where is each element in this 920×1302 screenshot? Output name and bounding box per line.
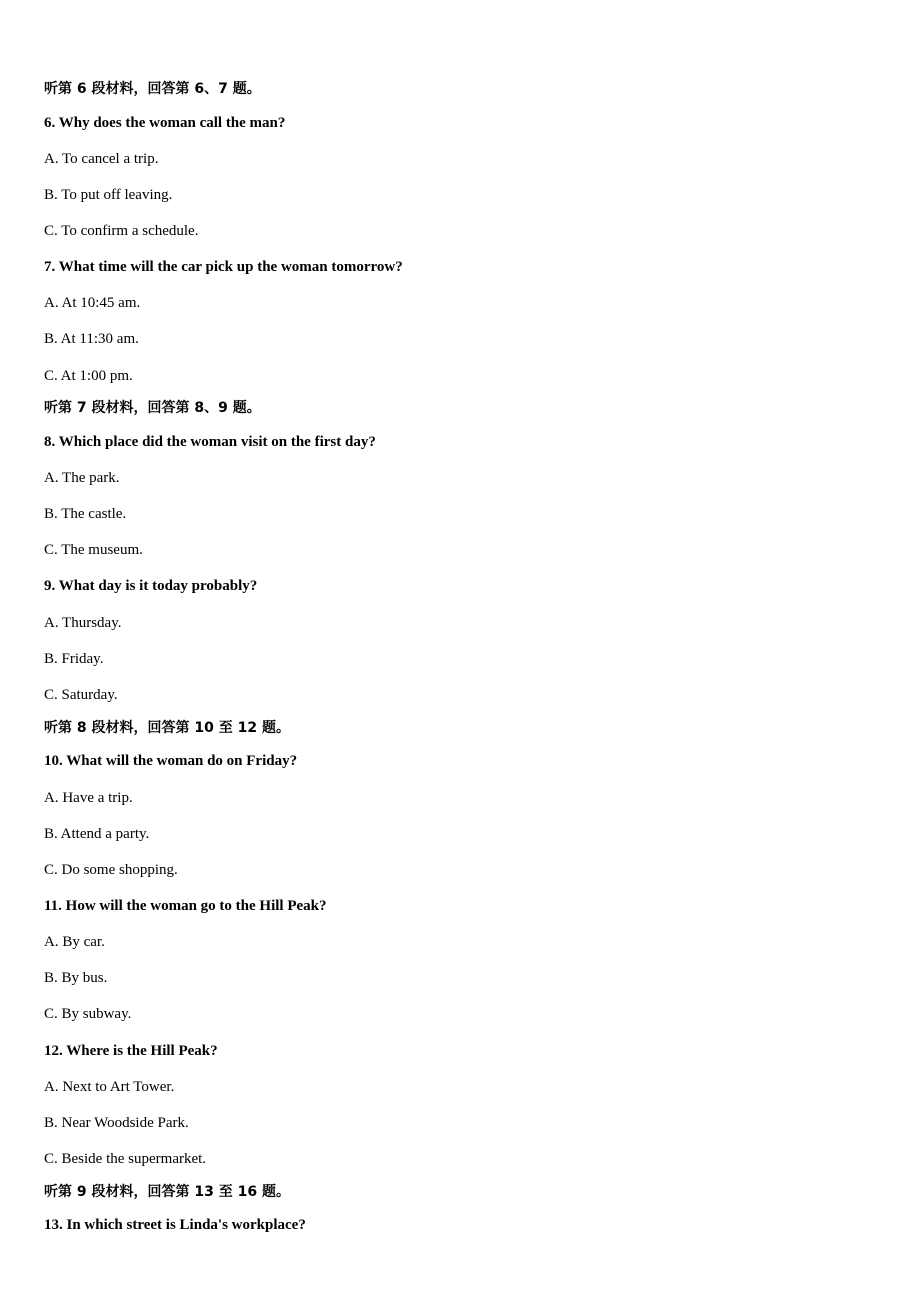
option-12c: C. Beside the supermarket. bbox=[44, 1151, 207, 1167]
option-9c: C. Saturday. bbox=[44, 687, 118, 703]
option-9b: B. Friday. bbox=[44, 651, 104, 667]
option-6a: A. To cancel a trip. bbox=[44, 151, 159, 167]
option-9a: A. Thursday. bbox=[44, 615, 122, 631]
section-heading: 听第 8 段材料，回答第 10 至 12 题。 bbox=[44, 720, 290, 736]
option-6c: C. To confirm a schedule. bbox=[44, 223, 199, 239]
question-9: 9. What day is it today probably? bbox=[44, 578, 258, 594]
question-11: 11. How will the woman go to the Hill Peak? bbox=[44, 898, 327, 914]
option-11a: A. By car. bbox=[44, 934, 105, 950]
option-7b: B. At 11:30 am. bbox=[44, 331, 139, 347]
question-8: 8. Which place did the woman visit on the first day? bbox=[44, 434, 376, 450]
option-11b: B. By bus. bbox=[44, 970, 108, 986]
option-8c: C. The museum. bbox=[44, 542, 143, 558]
section-heading: 听第 6 段材料，回答第 6、7 题。 bbox=[44, 81, 261, 97]
question-13: 13. In which street is Linda's workplace? bbox=[44, 1217, 306, 1233]
option-12b: B. Near Woodside Park. bbox=[44, 1115, 189, 1131]
option-12a: A. Next to Art Tower. bbox=[44, 1079, 175, 1095]
section-heading: 听第 9 段材料，回答第 13 至 16 题。 bbox=[44, 1184, 290, 1200]
option-8b: B. The castle. bbox=[44, 506, 127, 522]
option-7a: A. At 10:45 am. bbox=[44, 295, 141, 311]
question-12: 12. Where is the Hill Peak? bbox=[44, 1043, 218, 1059]
question-7: 7. What time will the car pick up the woman tomorrow? bbox=[44, 259, 403, 275]
question-6: 6. Why does the woman call the man? bbox=[44, 115, 286, 131]
option-7c: C. At 1:00 pm. bbox=[44, 368, 133, 384]
option-8a: A. The park. bbox=[44, 470, 120, 486]
option-6b: B. To put off leaving. bbox=[44, 187, 173, 203]
question-10: 10. What will the woman do on Friday? bbox=[44, 753, 298, 769]
section-heading: 听第 7 段材料，回答第 8、9 题。 bbox=[44, 400, 261, 416]
option-11c: C. By subway. bbox=[44, 1006, 132, 1022]
option-10a: A. Have a trip. bbox=[44, 790, 133, 806]
option-10b: B. Attend a party. bbox=[44, 826, 150, 842]
option-10c: C. Do some shopping. bbox=[44, 862, 178, 878]
